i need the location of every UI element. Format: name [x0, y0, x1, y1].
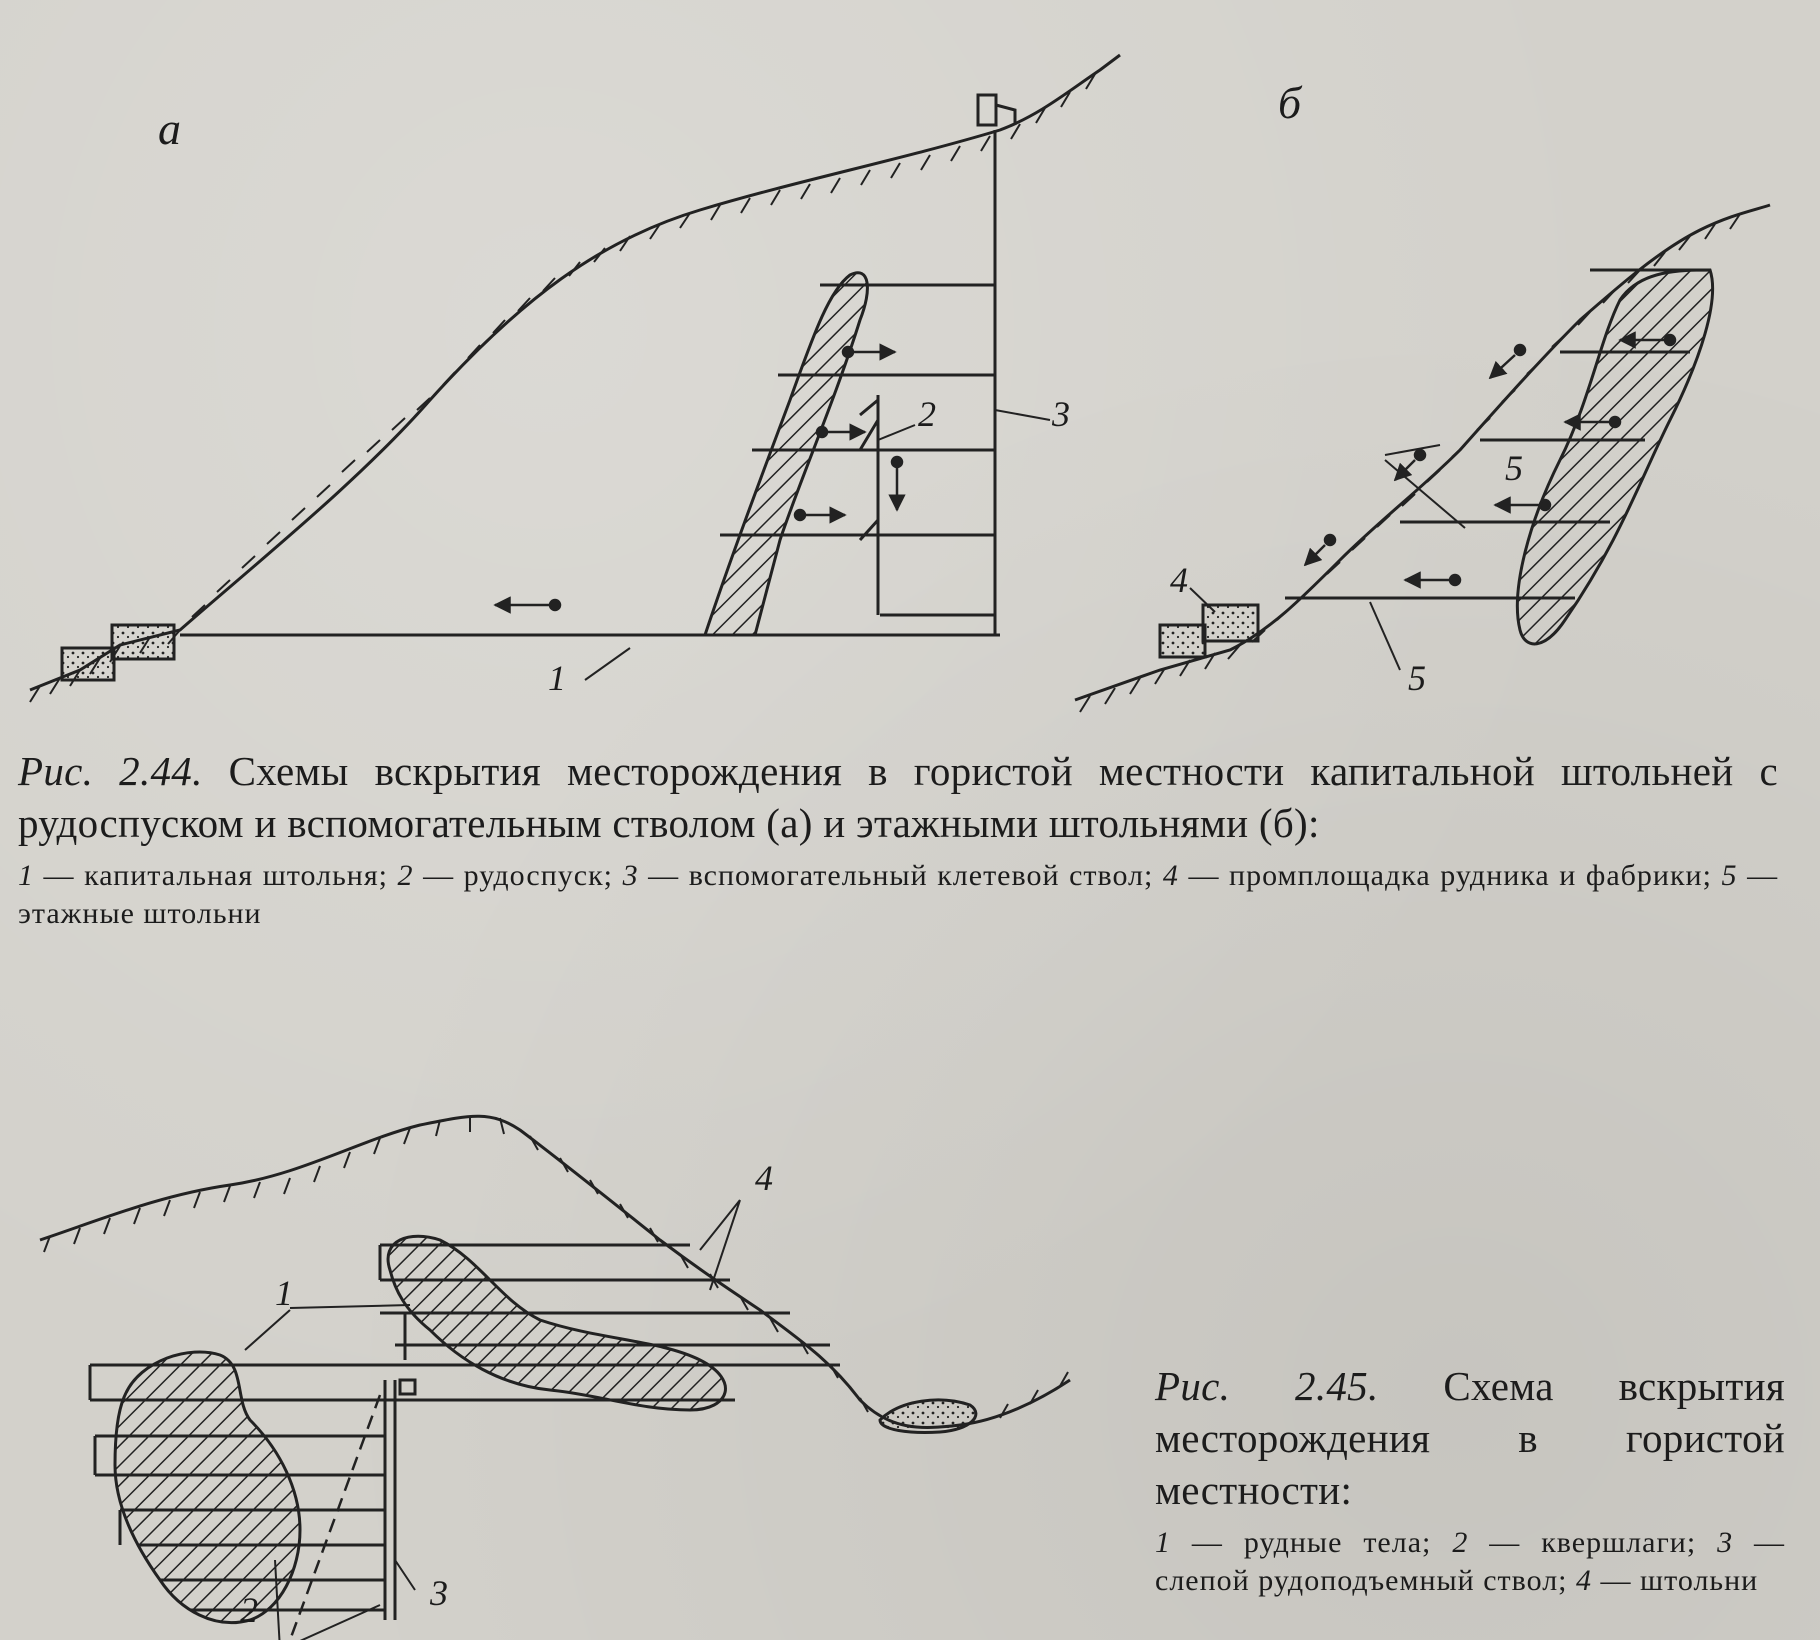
legend-num: 1 [18, 859, 34, 892]
legend-text: рудоспуск; [463, 859, 613, 892]
caption-lead: Рис. 2.44. [18, 748, 203, 794]
legend-num: 1 [1155, 1526, 1171, 1559]
ore-body-a [705, 273, 867, 635]
ore-body-upper [388, 1236, 725, 1410]
caption-text: Схемы вскрытия месторождения в гористой местности капитальной штольней с рудоспуском и вспомогательным стволом (а) и этажными штольнями (б): [18, 748, 1778, 846]
legend-text: штольни [1640, 1564, 1759, 1597]
legend-num: 2 [397, 859, 414, 892]
label-b-5-upper: 5 [1505, 448, 1523, 488]
caption-lead: Рис. 2.45. [1155, 1363, 1379, 1409]
ore-body-b [1517, 270, 1712, 644]
flow-arrows-a [495, 347, 902, 610]
label-a-3: 3 [1052, 394, 1070, 434]
legend-num: 4 [1162, 859, 1179, 892]
ore-pass-2 [860, 395, 878, 615]
ore-body-lower [115, 1352, 300, 1623]
legend-text: слепой рудоподъемный ствол; [1155, 1564, 1568, 1597]
legend-num: 3 [1717, 1526, 1734, 1559]
figure-2-44-caption [18, 745, 1778, 933]
panel-label-a: а [158, 103, 181, 154]
label-245-1: 1 [275, 1273, 293, 1313]
legend-text: капитальная штольня; [84, 859, 388, 892]
label-245-2: 2 [240, 1590, 258, 1630]
label-b-5-lower: 5 [1408, 658, 1426, 698]
caption-text: Схема вскрытия месторождения в гористой местности: [1155, 1363, 1785, 1513]
waste-dump [880, 1400, 976, 1433]
legend-num: 3 [622, 859, 639, 892]
legend-text: вспомогательный клетевой ствол; [688, 859, 1154, 892]
figure-2-45-caption [1155, 1360, 1785, 1600]
label-a-1: 1 [548, 658, 566, 698]
panel-label-b: б [1278, 77, 1302, 128]
legend-text: рудные тела; [1243, 1526, 1432, 1559]
label-b-4: 4 [1170, 560, 1188, 600]
leaders-245 [245, 1200, 740, 1640]
legend-num: 5 [1721, 859, 1738, 892]
legend-num: 4 [1576, 1564, 1593, 1597]
panel-a-terrain [30, 55, 1120, 702]
label-245-4: 4 [755, 1158, 773, 1198]
plant-buildings-b [1160, 605, 1258, 657]
legend-text: промплощадка рудника и фабрики; [1229, 859, 1712, 892]
figure-2-45-legend: 1 — рудные тела; 2 — квершлаги; 3 — слепой рудоподъемный ствол; 4 — штольни [1155, 1526, 1786, 1597]
legend-text: этажные штольни [18, 897, 262, 930]
headframe-a [978, 95, 1015, 125]
label-245-3: 3 [430, 1573, 448, 1613]
legend-num: 2 [1452, 1526, 1469, 1559]
plant-buildings-a [62, 625, 174, 680]
legend-text: квершлаги; [1541, 1526, 1697, 1559]
label-a-2: 2 [918, 394, 936, 434]
figure-2-44-legend: 1 — капитальная штольня; 2 — рудоспуск; 3 — вспомогательный клетевой ствол; 4 — промплощадка рудника и фабрики; 5 — этажные штольни [18, 859, 1779, 930]
